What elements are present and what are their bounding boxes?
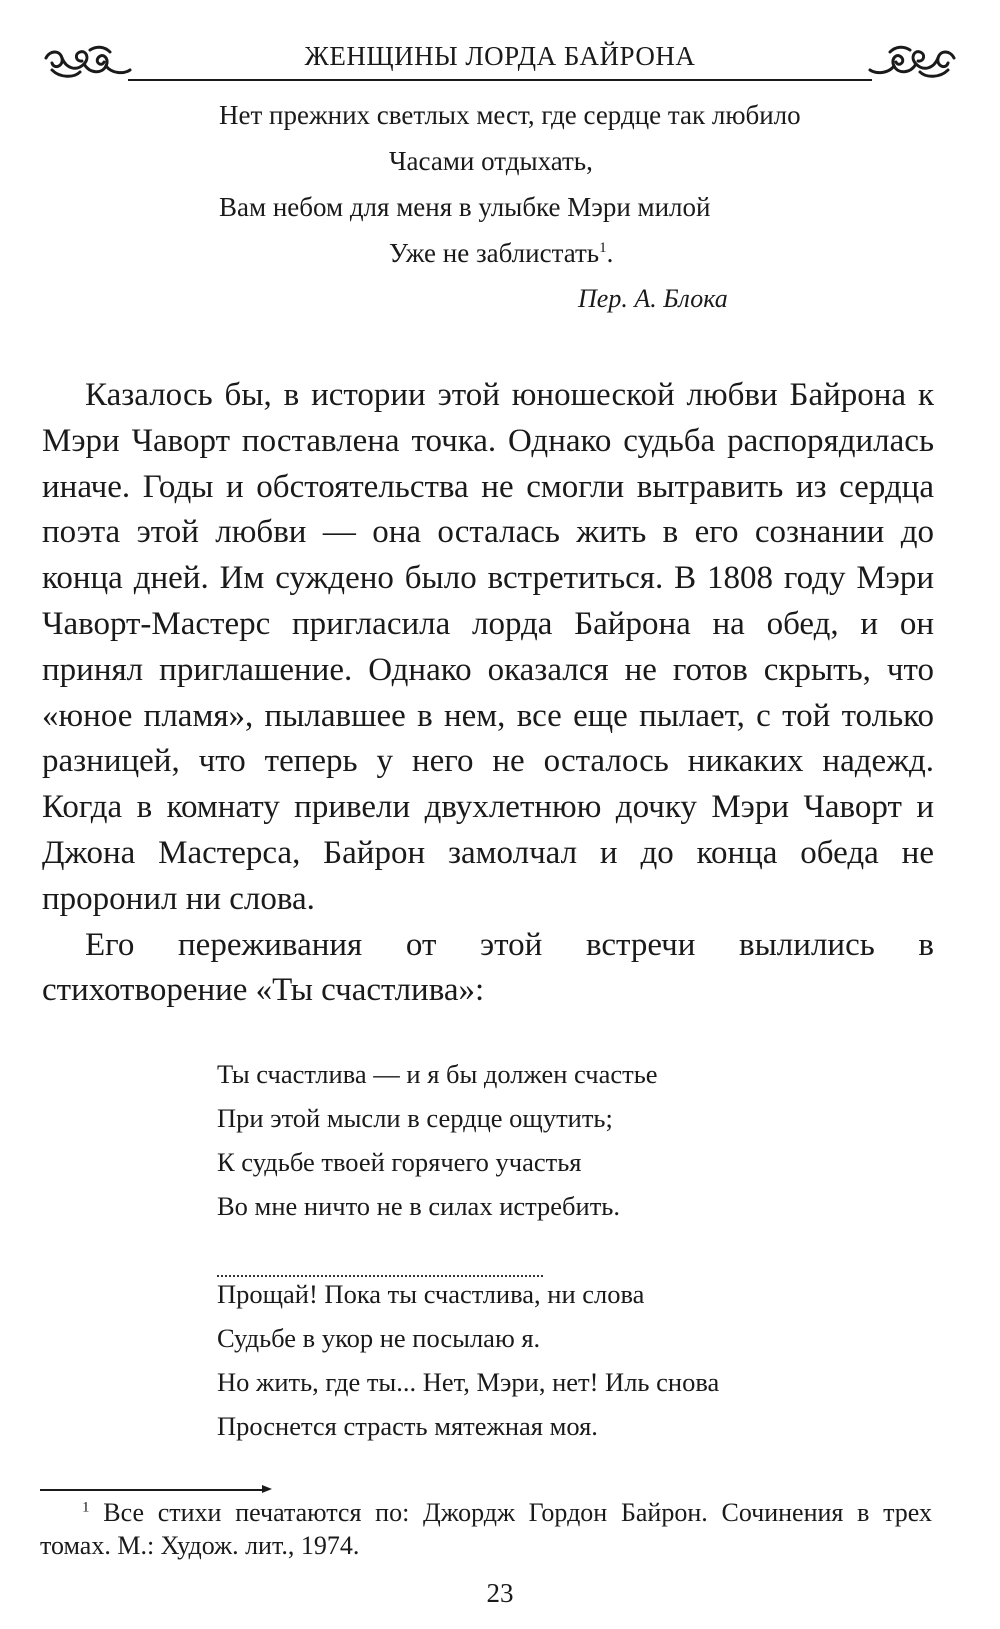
verse-line: Судьбе в укор не посылаю я. xyxy=(217,1323,541,1353)
footnote-rule-arrow-icon xyxy=(262,1485,272,1493)
footnote-rule xyxy=(40,1489,264,1491)
omission-dots xyxy=(217,1275,543,1277)
footnote xyxy=(40,1496,932,1562)
paragraph: Казалось бы, в истории этой юношеской любви Байрона к Мэри Чаворт поставлена точка. Однако судьба распорядилась иначе. Годы и обстоятельства не смогли вытравить из сердца поэта этой любви — она осталась жить в его сознании до конца дней. Им суждено было встретиться. В 1808 году Мэри Чаворт-Мастерс пригласила лорда Байрона на обед, и он принял приглашение. Однако оказался не готов скрыть, что «юное пламя», пылавшее в нем, все еще пылает, с той только разницей, что теперь у него не осталось никаких надежд. Когда в комнату привели двухлетнюю дочку Мэри Чаворт и Джона Мастерса, Байрон замолчал и до конца обеда не проронил ни слова. xyxy=(42,377,934,917)
footnote-reference[interactable]: 1 xyxy=(599,240,607,256)
body-text xyxy=(42,373,934,1014)
verse-line: Вам небом для меня в улыбке Мэри милой xyxy=(219,192,711,222)
verse-line: Ты счастлива — и я бы должен счастье xyxy=(217,1059,658,1089)
paragraph: Его переживания от этой встречи вылились в стихотворение «Ты счастлива»: xyxy=(42,926,934,1009)
footnote-text: Все стихи печатаются по: Джордж Гордон Байрон. Сочинения в трех томах. М.: Худож. лит., 1974. xyxy=(40,1498,933,1560)
footnote-mark: 1 xyxy=(82,1499,90,1516)
running-header xyxy=(40,38,960,88)
verse-line: Проснется страсть мятежная моя. xyxy=(217,1411,598,1441)
verse-line: При этой мысли в сердце ощутить; xyxy=(217,1103,613,1133)
verse-line: Часами отдыхать, xyxy=(389,146,593,176)
verse-line: К судьбе твоей горячего участья xyxy=(217,1147,582,1177)
header-rule xyxy=(128,79,872,81)
epigraph-attribution: Пер. А. Блока xyxy=(578,284,728,313)
page-number: 23 xyxy=(486,1578,514,1608)
verse-line: Нет прежних светлых мест, где сердце так любило xyxy=(219,100,801,130)
running-title: ЖЕНЩИНЫ ЛОРДА БАЙРОНА xyxy=(304,41,696,71)
verse-line: Прощай! Пока ты счастлива, ни слова xyxy=(217,1279,645,1309)
verse-line: Во мне ничто не в силах истребить. xyxy=(217,1191,621,1221)
verse-line: Но жить, где ты... Нет, Мэри, нет! Иль снова xyxy=(217,1367,720,1397)
ornament-right-icon xyxy=(868,44,960,84)
verse-line: Уже не заблистать$^1$. xyxy=(389,238,614,268)
